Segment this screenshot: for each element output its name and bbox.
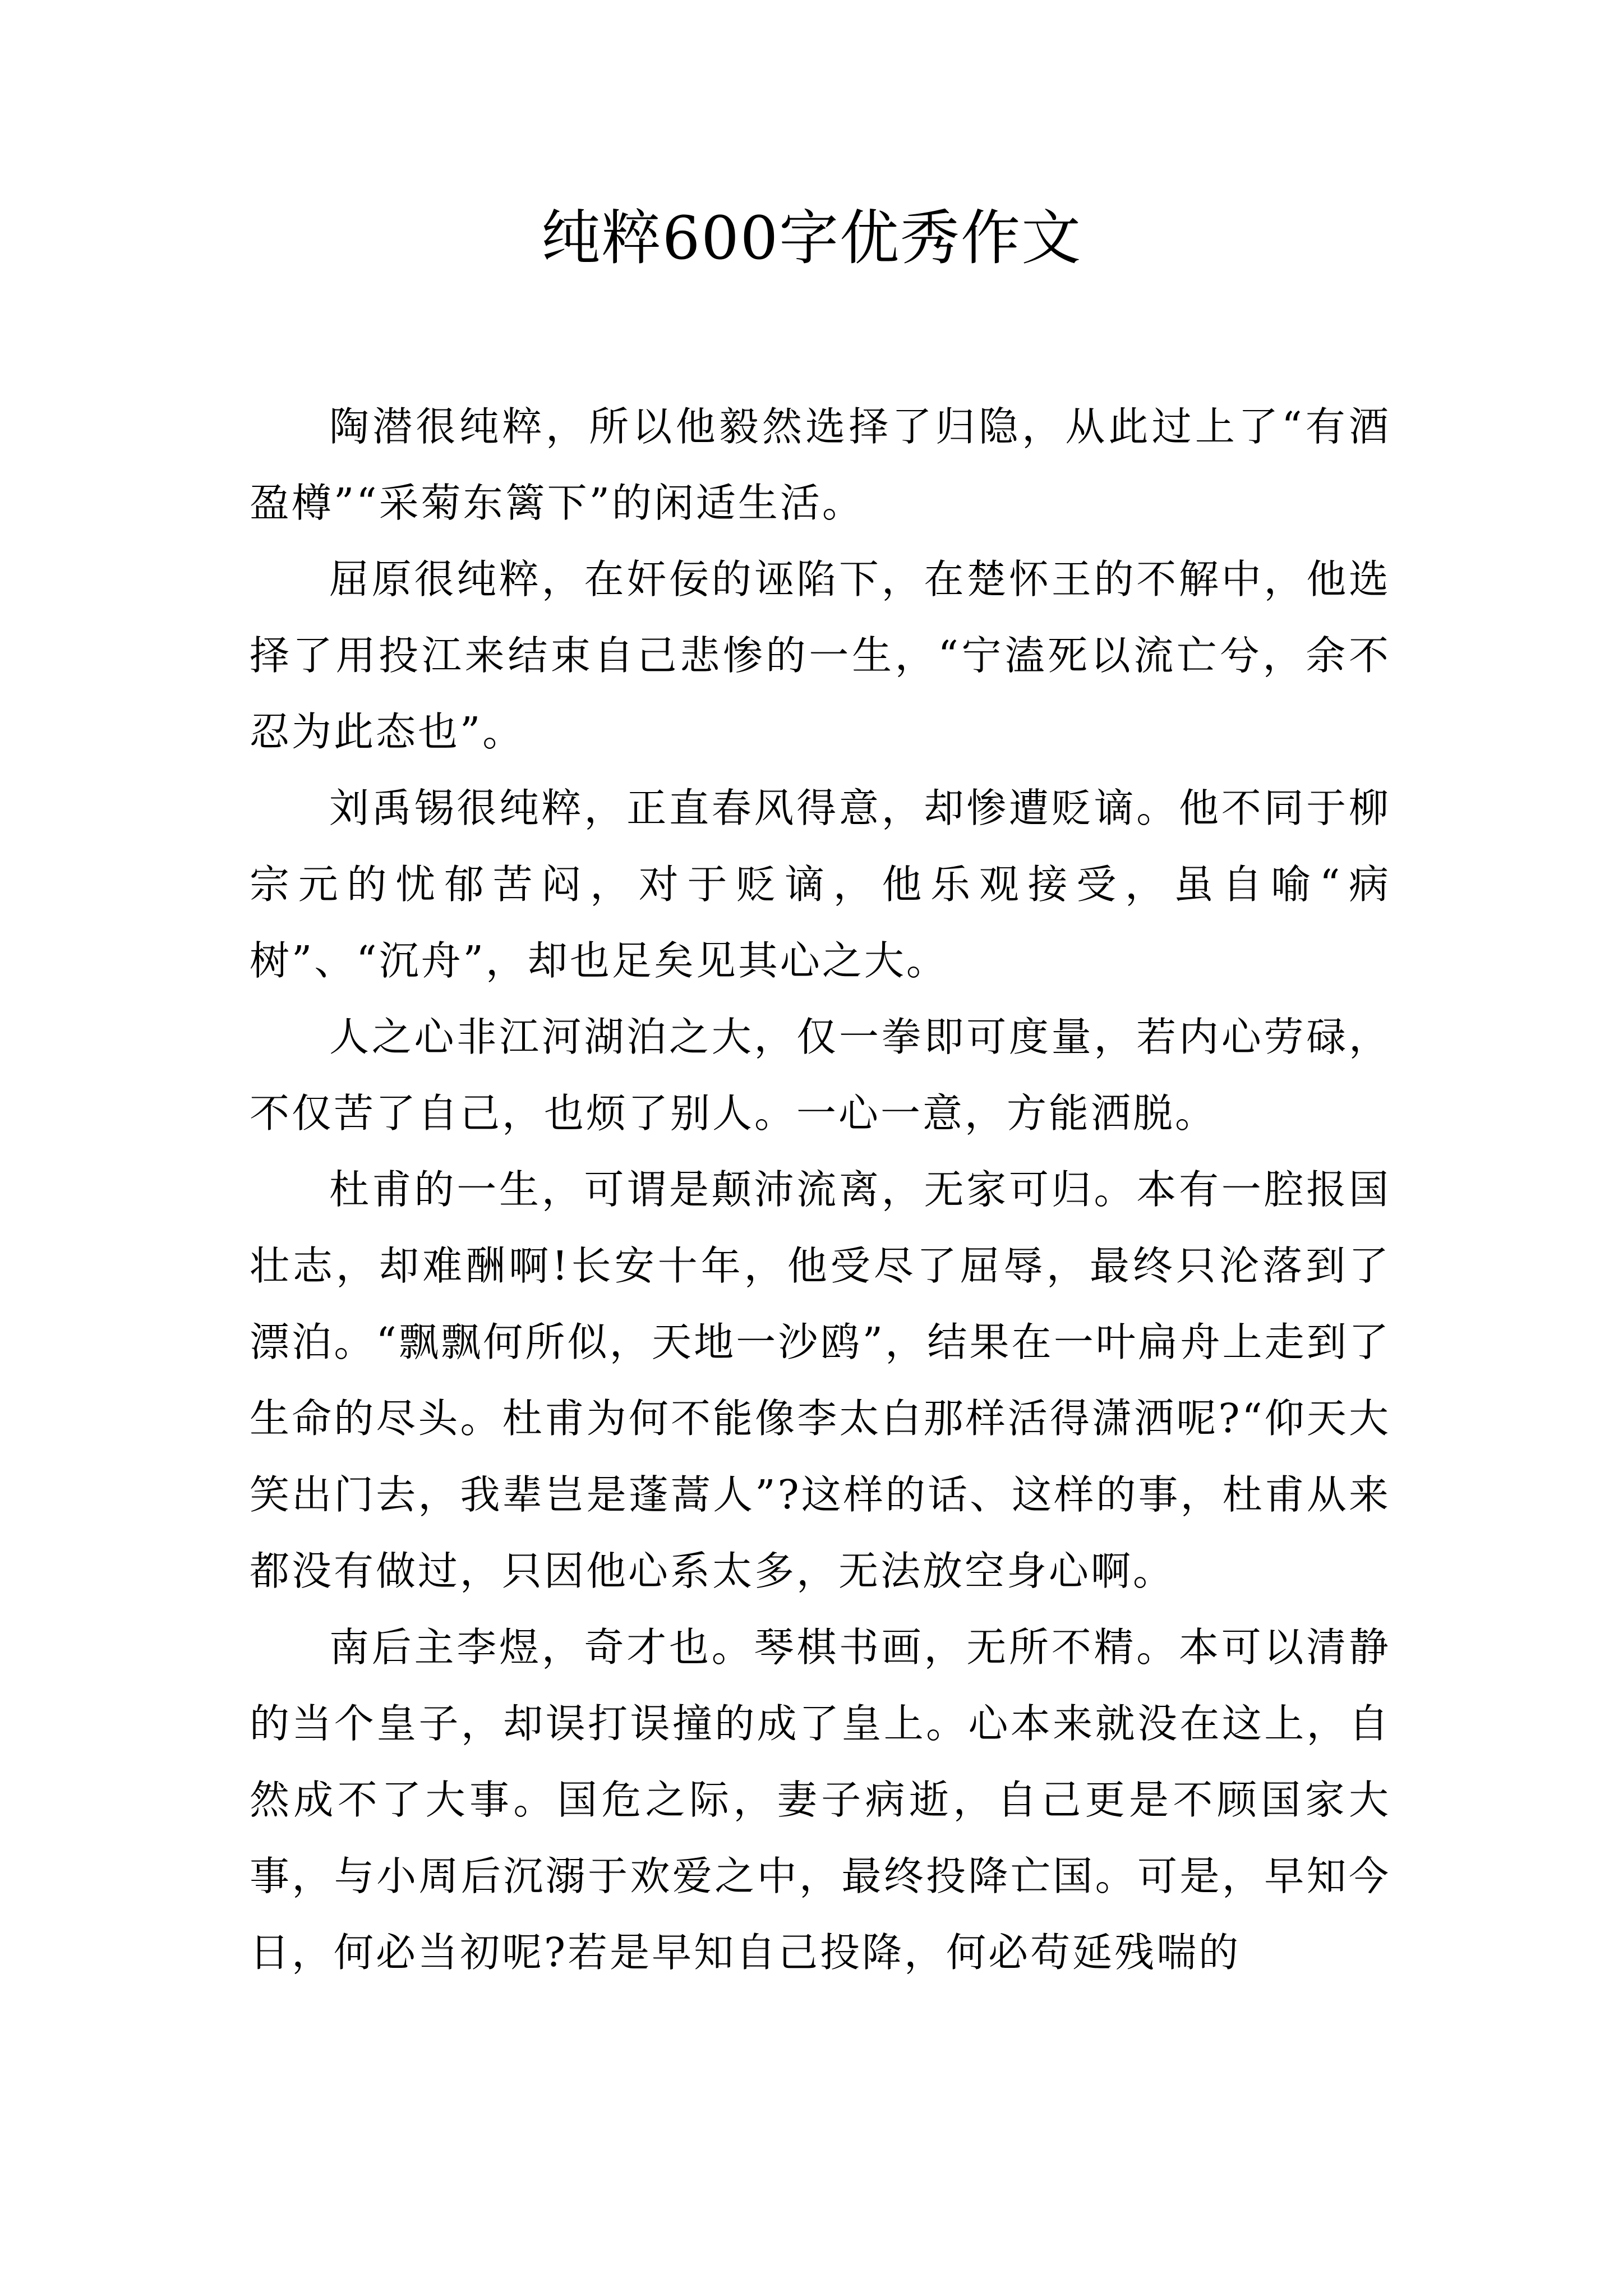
document-title: 纯粹600字优秀作文 xyxy=(541,204,1082,273)
paragraph-heart: 人之心非江河湖泊之大，仅一拳即可度量，若内心劳碌，不仅苦了自己，也烦了别人。一心一意，方能洒脱。 xyxy=(250,1014,1391,1137)
paragraph-du-fu: 杜甫的一生，可谓是颠沛流离，无家可归。本有一腔报国壮志，却难酬啊!长安十年，他受尽了屈辱，最终只沦落到了漂泊。“飘飘何所似，天地一沙鸥”，结果在一叶扁舟上走到了生命的尽头。杜甫为何不能像李太白那样活得潇洒呢?“仰天大笑出门去，我辈岂是蓬蒿人”?这样的话、这样的事，杜甫从来都没有做过，只因他心系太多，无法放空身心啊。 xyxy=(250,1166,1391,1594)
paragraph-qu-yuan: 屈原很纯粹，在奸佞的诬陷下，在楚怀王的不解中，他选择了用投江来结束自己悲惨的一生，“宁溘死以流亡兮，余不忍为此态也”。 xyxy=(250,556,1391,755)
paragraph-tao-qian: 陶潜很纯粹，所以他毅然选择了归隐，从此过上了“有酒盈樽”“采菊东篱下”的闲适生活。 xyxy=(250,403,1391,526)
paragraph-li-yu: 南后主李煜，奇才也。琴棋书画，无所不精。本可以清静的当个皇子，却误打误撞的成了皇上。心本来就没在这上，自然成不了大事。国危之际，妻子病逝，自己更是不顾国家大事，与小周后沉溺于欢爱之中，最终投降亡国。可是，早知今日，何必当初呢?若是早知自己投降，何必苟延残喘的 xyxy=(250,1624,1391,1976)
paragraph-liu-yuxi: 刘禹锡很纯粹，正直春风得意，却惨遭贬谪。他不同于柳宗元的忧郁苦闷，对于贬谪，他乐观接受，虽自喻“病树”、“沉舟”，却也足矣见其心之大。 xyxy=(250,785,1391,984)
document-body xyxy=(250,389,1391,1991)
